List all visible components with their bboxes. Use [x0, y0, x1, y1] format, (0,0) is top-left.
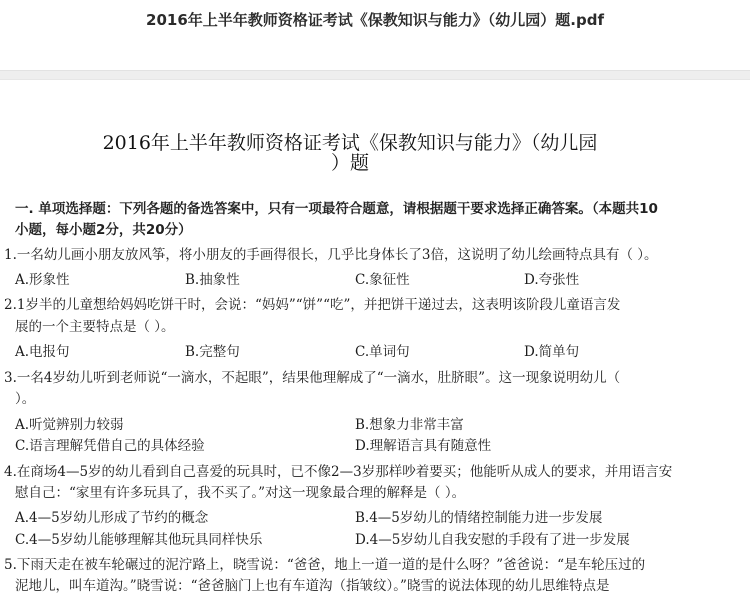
- question-4-option-c: C.4—5岁幼儿能够理解其他玩具同样快乐: [15, 532, 263, 548]
- section-heading-line2: 小题，每小题2分，共20分）: [15, 222, 192, 238]
- question-3-line2: ）。: [15, 391, 36, 407]
- question-3-option-d: D.理解语言具有随意性: [355, 438, 492, 454]
- question-1-line1: 1.一名幼儿画小朋友放风筝，将小朋友的手画得很长，几乎比身体长了3倍，这说明了幼儿绘画特点具有（ ）。: [4, 247, 658, 263]
- question-2-option-c: C.单词句: [355, 344, 410, 360]
- question-4-option-a: A.4—5岁幼儿形成了节约的概念: [15, 510, 209, 526]
- question-3-option-b: B.想象力非常丰富: [355, 417, 464, 433]
- question-2-option-d: D.简单句: [524, 344, 580, 360]
- question-4-option-b: B.4—5岁幼儿的情绪控制能力进一步发展: [355, 510, 603, 526]
- question-2-line2: 展的一个主要特点是（ ）。: [15, 319, 175, 335]
- question-1-option-b: B.抽象性: [185, 272, 240, 288]
- question-4-option-d: D.4—5岁幼儿自我安慰的手段有了进一步发展: [355, 532, 630, 548]
- question-5-line2: 泥地儿，叫车道沟。”晓雪说：“爸爸脑门上也有车道沟（指皱纹）。”晓雪的说法体现的幼儿思维特点是: [15, 578, 610, 594]
- question-1-option-a: A.形象性: [15, 272, 70, 288]
- section-heading-line1: 一. 单项选择题：下列各题的备选答案中，只有一项最符合题意，请根据题干要求选择正确答案。（本题共10: [15, 201, 658, 217]
- question-2-line1: 2.1岁半的儿童想给妈妈吃饼干时，会说：“妈妈”“饼”“吃”，并把饼干递过去，这表明该阶段儿童语言发: [4, 297, 621, 313]
- question-3-line1: 3.一名4岁幼儿听到老师说“一滴水，不起眼”，结果他理解成了“一滴水，肚脐眼”。这一现象说明幼儿（: [4, 370, 621, 386]
- pdf-page: [0, 79, 750, 594]
- question-1-option-c: C.象征性: [355, 272, 410, 288]
- question-3-option-c: C.语言理解凭借自己的具体经验: [15, 438, 205, 454]
- question-4-line2: 慰自己：“家里有许多玩具了，我不买了。”对这一现象最合理的解释是（ ）。: [15, 485, 466, 501]
- document-title-line2: ）题: [330, 152, 369, 174]
- question-3-option-a: A.听觉辨别力较弱: [15, 417, 124, 433]
- question-4-line1: 4.在商场4—5岁的幼儿看到自己喜爱的玩具时，已不像2—3岁那样吵着要买；他能听从成人的要求，并用语言安: [4, 464, 673, 480]
- question-2-option-b: B.完整句: [185, 344, 240, 360]
- question-5-line1: 5.下雨天走在被车轮碾过的泥泞路上，晓雪说：“爸爸，地上一道一道的是什么呀？”爸爸说：“是车轮压过的: [4, 557, 646, 573]
- question-1-option-d: D.夸张性: [524, 272, 580, 288]
- question-2-option-a: A.电报句: [15, 344, 70, 360]
- file-title: 2016年上半年教师资格证考试《保教知识与能力》（幼儿园）题.pdf: [146, 10, 604, 29]
- window-title-bar: [0, 0, 750, 38]
- document-title-line1: 2016年上半年教师资格证考试《保教知识与能力》（幼儿园: [102, 132, 598, 154]
